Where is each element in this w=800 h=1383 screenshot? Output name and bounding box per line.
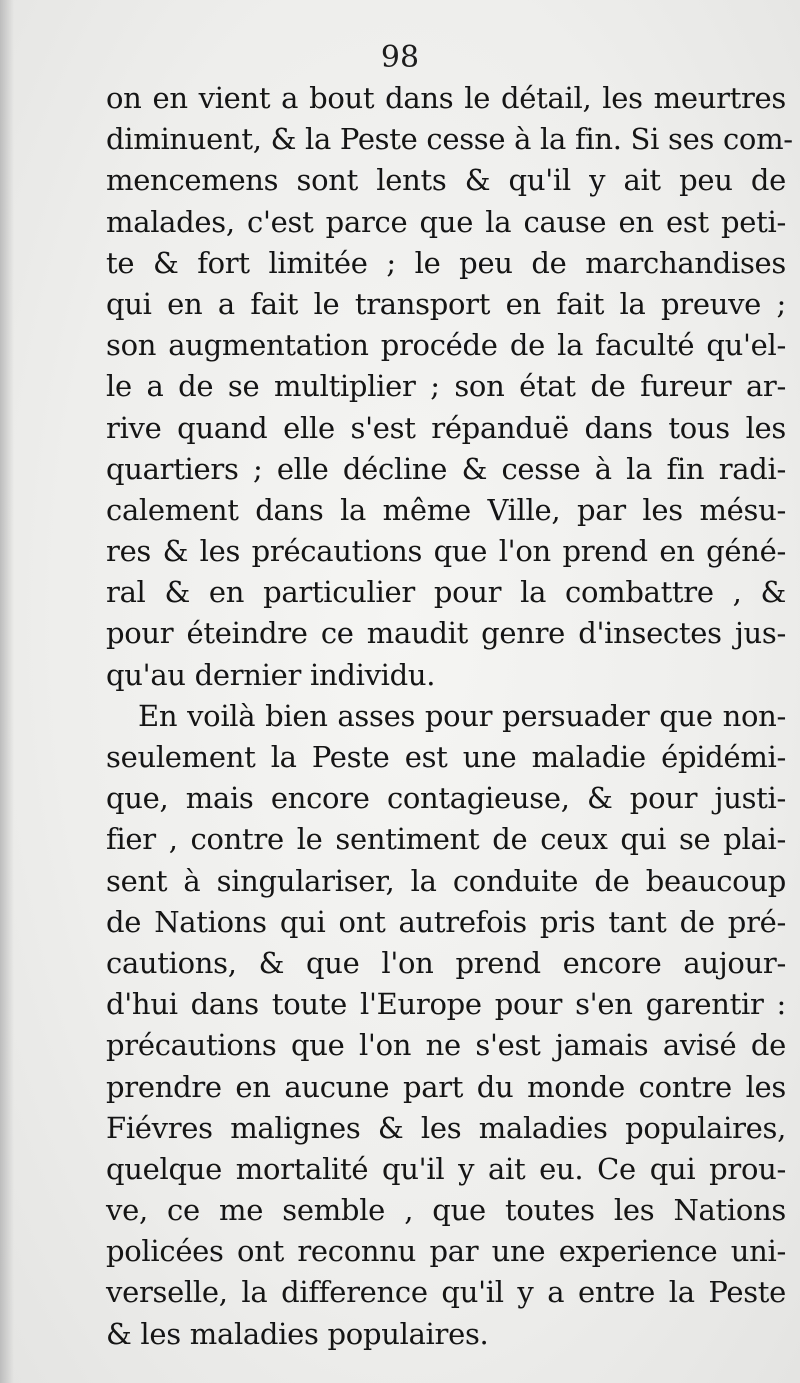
text-line: que, mais encore contagieuse, & pour justi- [106,781,786,816]
text-line: son augmentation procéde de la faculté qu'el- [106,328,786,363]
text-line: diminuent, & la Peste cesse à la fin. Si ses com- [106,122,793,157]
text-line: seulement la Peste est une maladie épidémi- [106,740,786,774]
text-line: calement dans la même Ville, par les mésu- [106,492,786,527]
text-line: En voilà bien asses pour persuader que non- [138,698,786,733]
text-line: le a de se multiplier ; son état de fureur ar- [106,369,786,404]
text-line: on en vient a bout dans le détail, les meurtres [106,81,786,115]
text-line: mencemens sont lents & qu'il y ait peu de [106,163,786,198]
text-line: prendre en aucune part du monde contre les [106,1069,786,1104]
text-line: rive quand elle s'est répanduë dans tous les [106,410,786,445]
text-line: qui en a fait le transport en fait la preuve ; [106,286,786,321]
text-line: sent à singulariser, la conduite de beaucoup [106,863,786,898]
text-line: pour éteindre ce maudit genre d'insectes jus- [106,616,786,651]
text-line: d'hui dans toute l'Europe pour s'en garentir : [106,987,786,1022]
text-line: qu'au dernier individu. [106,657,436,692]
text-line: res & les précautions que l'on prend en géné- [106,534,786,569]
text-line: & les maladies populaires. [106,1316,489,1351]
text-line: précautions que l'on ne s'est jamais avisé de [106,1028,786,1063]
body-text [106,78,793,1355]
text-line: Fiévres malignes & les maladies populaires, [106,1110,786,1145]
text-line: ve, ce me semble , que toutes les Nations [106,1193,786,1228]
text-line: fier , contre le sentiment de ceux qui se plai- [106,822,786,857]
page-number: 98 [380,40,420,75]
text-line: cautions, & que l'on prend encore aujour- [106,945,786,980]
page-gutter-shadow [0,0,14,1383]
text-line: te & fort limitée ; le peu de marchandises [106,245,786,280]
text-line: quartiers ; elle décline & cesse à la fin radi- [106,451,786,486]
text-line: de Nations qui ont autrefois pris tant de pré- [106,904,786,939]
text-line: malades, c'est parce que la cause en est peti- [106,204,786,239]
text-line: verselle, la difference qu'il y a entre la Peste [106,1275,786,1310]
text-line: quelque mortalité qu'il y ait eu. Ce qui prou- [106,1151,786,1186]
text-line: policées ont reconnu par une experience uni- [106,1234,786,1269]
text-line: ral & en particulier pour la combattre , & [106,575,786,610]
